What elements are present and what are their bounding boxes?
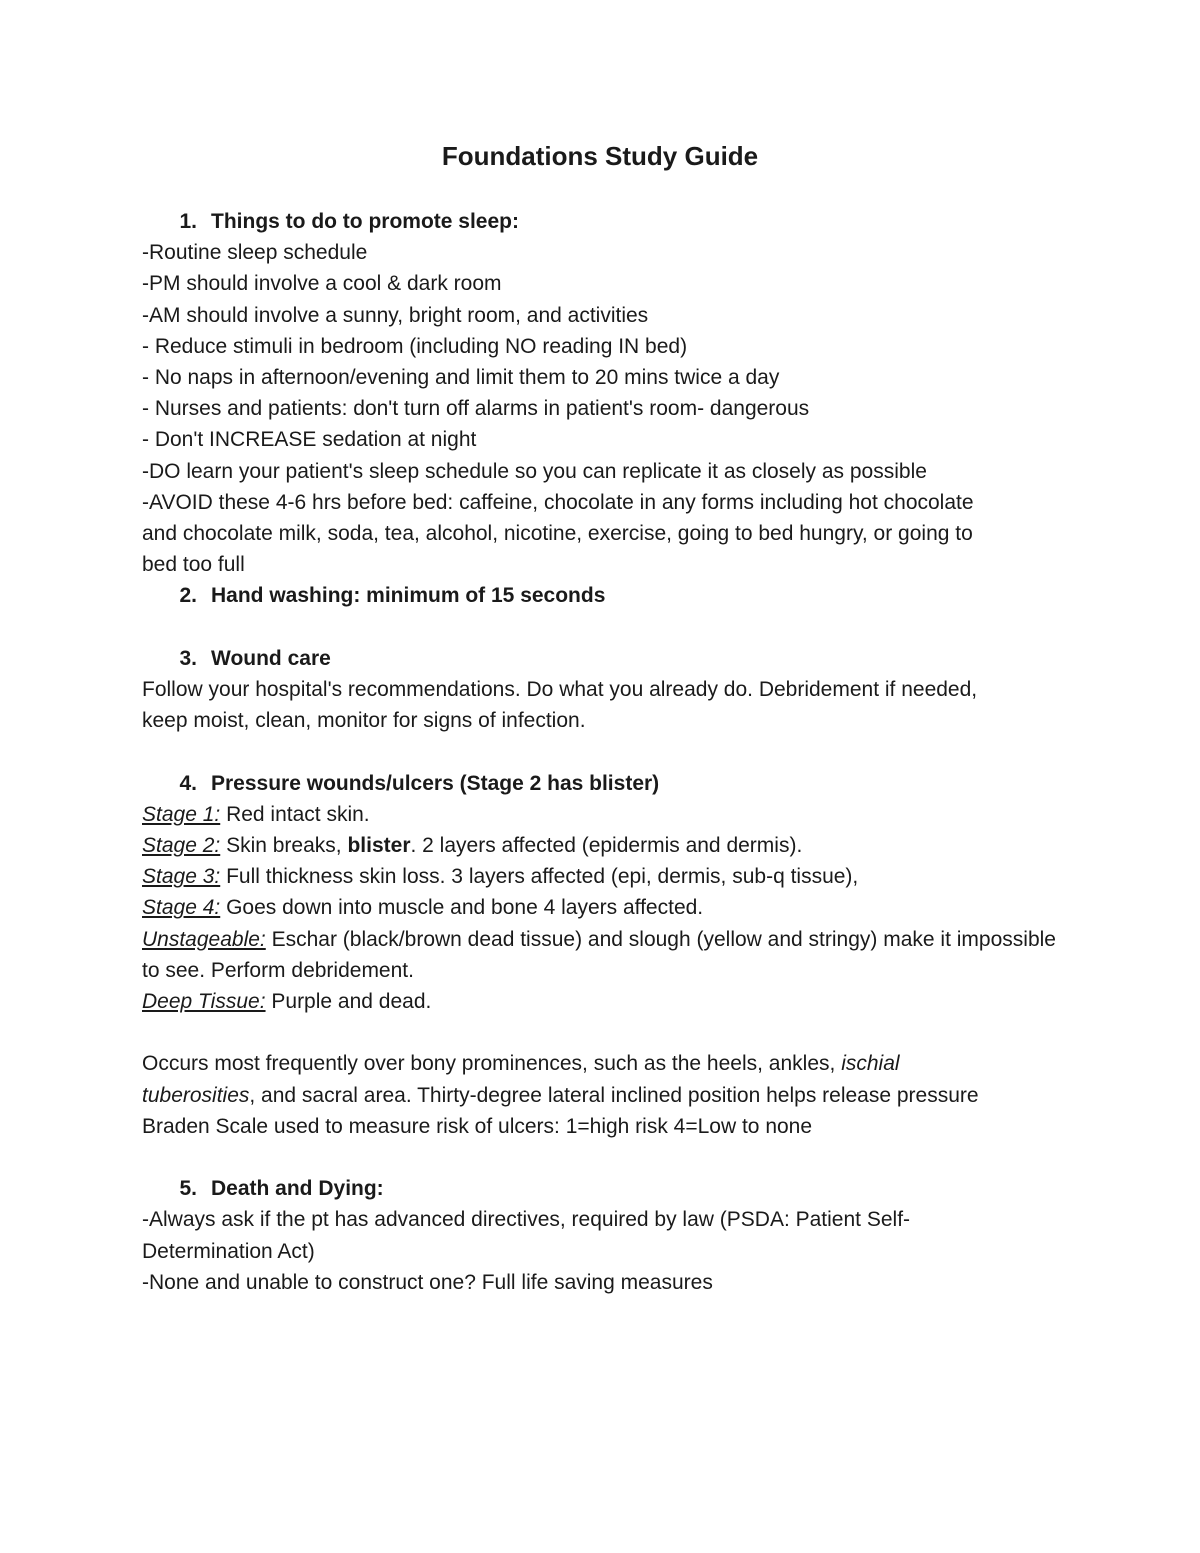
spacer [142, 1142, 1062, 1173]
stage-description: Skin breaks, [220, 834, 348, 858]
stage-1-line [142, 799, 1062, 830]
list-item: - Nurses and patients: don't turn off alarms in patient's room- dangerous [142, 397, 810, 421]
list-item: -AM should involve a sunny, bright room, and activities [142, 303, 649, 327]
section-number: 5. [179, 1177, 197, 1201]
stage-keyword: blister [347, 834, 411, 858]
list-item: -AVOID these 4-6 hrs before bed: caffeine, chocolate in any forms including hot chocolate and chocolate milk, soda, tea, alcohol, nicotine, exercise, going to bed hungry, or going to bed too full [142, 490, 974, 577]
section-title: Wound care [211, 646, 331, 670]
list-item: - Don't INCREASE sedation at night [142, 428, 477, 452]
stage-description: Purple and dead. [265, 990, 432, 1014]
section-number: 2. [179, 584, 197, 608]
page-title: Foundations Study Guide [441, 141, 759, 171]
section-title: Death and Dying: [211, 1177, 384, 1201]
stage-label: Stage 3: [142, 865, 221, 889]
spacer [142, 1017, 1062, 1048]
stage-description: Goes down into muscle and bone 4 layers affected. [220, 896, 704, 920]
section-title: Hand washing: minimum of 15 seconds [211, 584, 606, 608]
list-item: - No naps in afternoon/evening and limit them to 20 mins twice a day [142, 366, 780, 390]
list-item: -None and unable to construct one? Full life saving measures [142, 1270, 713, 1294]
occurs-italic-text: ischial tuberosities [142, 1052, 900, 1107]
braden-scale-line: Braden Scale used to measure risk of ulcers: 1=high risk 4=Low to none [142, 1114, 813, 1138]
stage-3-line [142, 861, 1062, 892]
list-item: -PM should involve a cool & dark room [142, 272, 502, 296]
stage-label: Deep Tissue: [142, 990, 266, 1014]
stage-description: Full thickness skin loss. 3 layers affected (epi, dermis, sub-q tissue), [220, 865, 859, 889]
stage-4-line [142, 892, 1062, 923]
spacer [142, 612, 1062, 643]
list-item: - Reduce stimuli in bedroom (including NO reading IN bed) [142, 334, 688, 358]
section-number: 1. [179, 210, 197, 233]
list-item: -Routine sleep schedule [142, 241, 368, 265]
section-number: 4. [179, 771, 197, 795]
stage-description: . 2 layers affected (epidermis and dermis). [410, 834, 803, 858]
list-item: -DO learn your patient's sleep schedule so you can replicate it as closely as possible [142, 459, 927, 483]
section-title: Things to do to promote sleep: [211, 210, 519, 233]
section-3-heading [0, 643, 1062, 674]
deep-tissue-line [142, 986, 1062, 1017]
section-2-heading [0, 580, 1062, 611]
section-5-heading [0, 1173, 1062, 1204]
unstageable-line [142, 924, 1062, 986]
section-4-heading [0, 768, 1062, 799]
stage-2-line [142, 830, 1062, 861]
section-title: Pressure wounds/ulcers (Stage 2 has blister) [211, 771, 660, 795]
stage-label: Stage 2: [142, 834, 221, 858]
occurs-paragraph [142, 1048, 1002, 1110]
stage-description: Eschar (black/brown dead tissue) and slough (yellow and stringy) make it impossible to see. Perform debridement. [142, 927, 1056, 982]
spacer [142, 736, 1062, 767]
stage-label: Stage 4: [142, 896, 221, 920]
list-item: -Always ask if the pt has advanced directives, required by law (PSDA: Patient Self-Determination Act) [142, 1208, 911, 1263]
section-1-heading [0, 206, 1062, 237]
stage-description: Red intact skin. [220, 802, 370, 826]
document-body [142, 206, 1062, 1298]
occurs-text: Occurs most frequently over bony prominences, such as the heels, ankles, [142, 1052, 842, 1076]
occurs-text: , and sacral area. Thirty-degree lateral inclined position helps release pressure [249, 1083, 979, 1107]
stage-label: Unstageable: [142, 927, 266, 951]
section-number: 3. [179, 646, 197, 670]
wound-care-text: Follow your hospital's recommendations. Do what you already do. Debridement if needed, keep moist, clean, monitor for signs of infection. [142, 678, 978, 733]
stage-label: Stage 1: [142, 802, 221, 826]
